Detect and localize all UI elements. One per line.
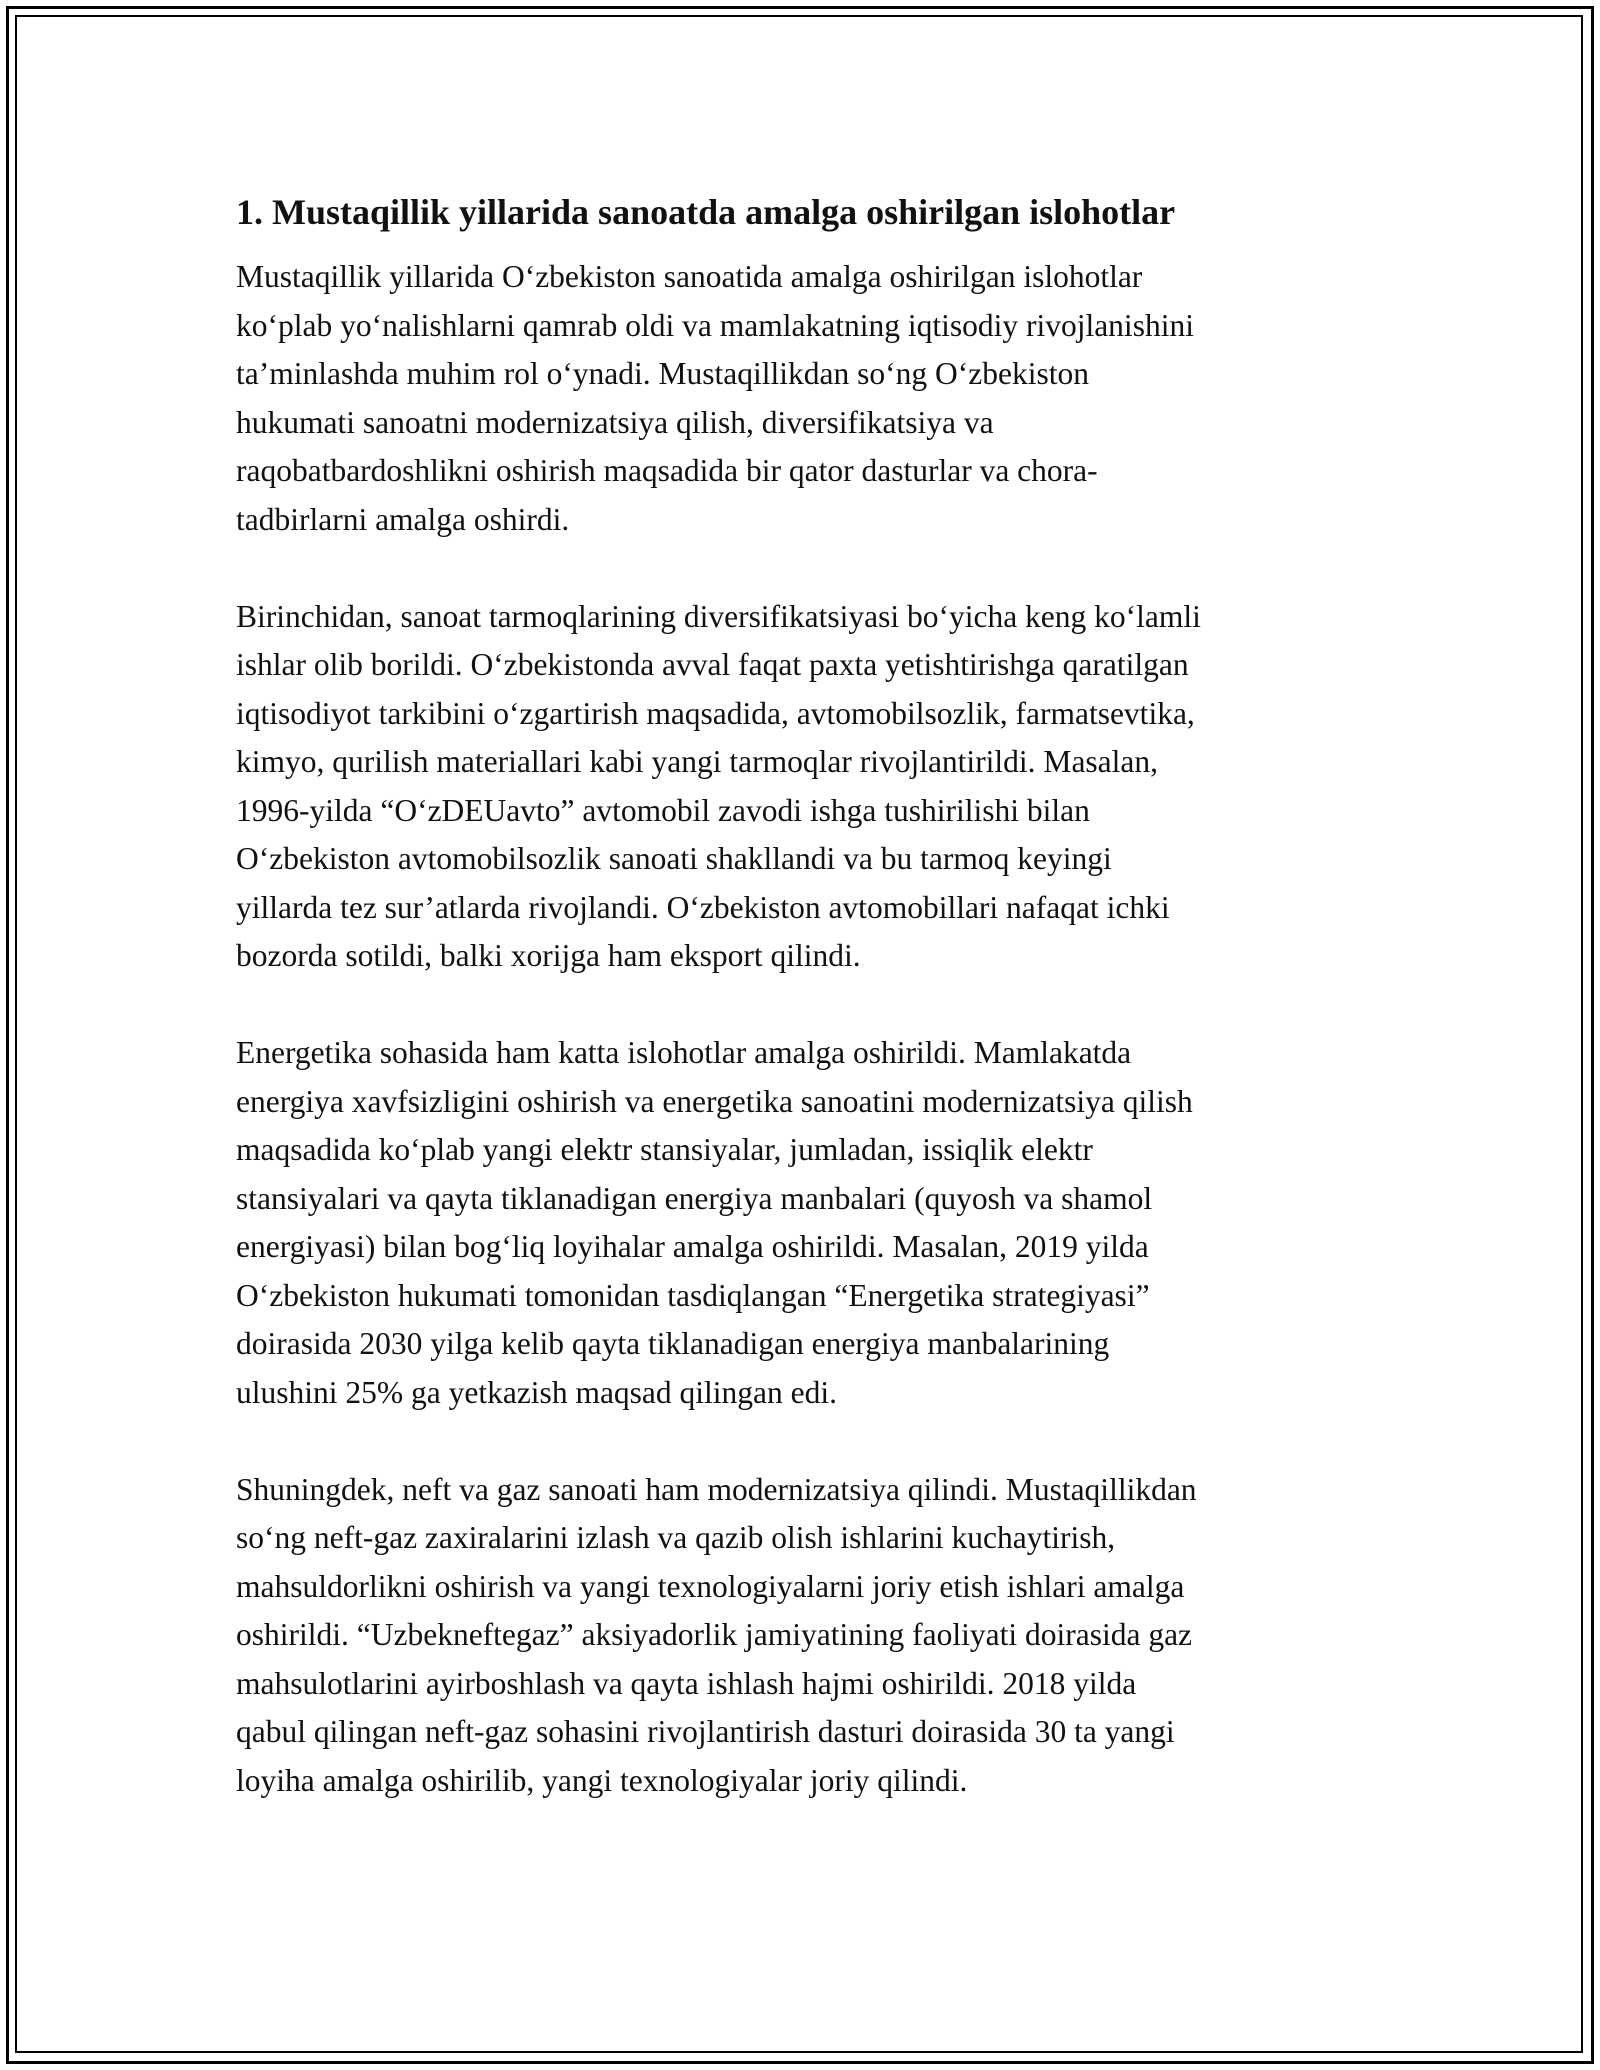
paragraph-line: hukumati sanoatni modernizatsiya qilish, diversifikatsiya va bbox=[236, 404, 994, 440]
paragraph-line: oshirildi. “Uzbekneftegaz” aksiyadorlik jamiyatining faoliyati doirasida gaz bbox=[236, 1617, 1193, 1652]
paragraph-line: Mustaqillik yillarida O‘zbekiston sanoatida amalga oshirilgan islohotlar bbox=[236, 259, 1143, 294]
paragraph-line: mahsuldorlikni oshirish va yangi texnologiyalarni joriy etish ishlari amalga bbox=[236, 1568, 1185, 1604]
paragraph-line: O‘zbekiston avtomobilsozlik sanoati shakllandi va bu tarmoq keyingi bbox=[236, 841, 1112, 876]
paragraph-2 bbox=[236, 593, 1376, 981]
paragraph-line: ulushini 25% ga yetkazish maqsad qilingan edi. bbox=[236, 1374, 838, 1410]
paragraph-line: stansiyalari va qayta tiklanadigan energiya manbalari (quyosh va shamol bbox=[236, 1180, 1153, 1216]
paragraph-line: iqtisodiyot tarkibini o‘zgartirish maqsadida, avtomobilsozlik, farmatsevtika, bbox=[236, 695, 1195, 731]
paragraph-line: energiya xavfsizligini oshirish va energetika sanoatini modernizatsiya qilish bbox=[236, 1083, 1193, 1119]
paragraph-line: maqsadida ko‘plab yangi elektr stansiyalar, jumladan, issiqlik elektr bbox=[236, 1132, 1093, 1167]
paragraph-line: ta’minlashda muhim rol o‘ynadi. Mustaqillikdan so‘ng O‘zbekiston bbox=[236, 356, 1089, 391]
paragraph-line: ko‘plab yo‘nalishlarni qamrab oldi va mamlakatning iqtisodiy rivojlanishini bbox=[236, 307, 1194, 343]
paragraph-line: energiyasi) bilan bog‘liq loyihalar amalga oshirildi. Masalan, 2019 yilda bbox=[236, 1229, 1149, 1264]
paragraph-line: tadbirlarni amalga oshirdi. bbox=[236, 501, 570, 537]
paragraph-line: O‘zbekiston hukumati tomonidan tasdiqlangan “Energetika strategiyasi” bbox=[236, 1277, 1150, 1313]
paragraph-line: raqobatbardoshlikni oshirish maqsadida bir qator dasturlar va chora- bbox=[236, 453, 1098, 488]
paragraph-line: kimyo, qurilish materiallari kabi yangi tarmoqlar rivojlantirildi. Masalan, bbox=[236, 744, 1159, 779]
document-body bbox=[236, 186, 1376, 1854]
paragraph-line: doirasida 2030 yilga kelib qayta tiklanadigan energiya manbalarining bbox=[236, 1326, 1110, 1361]
paragraph-line: loyiha amalga oshirilib, yangi texnologiyalar joriy qilindi. bbox=[236, 1762, 968, 1798]
paragraph-4 bbox=[236, 1466, 1376, 1806]
paragraph-line: bozorda sotildi, balki xorijga ham eksport qilindi. bbox=[236, 938, 861, 973]
paragraph-line: 1996-yilda “O‘zDEUavto” avtomobil zavodi ishga tushirilishi bilan bbox=[236, 792, 1090, 828]
paragraph-line: mahsulotlarini ayirboshlash va qayta ishlash hajmi oshirildi. 2018 yilda bbox=[236, 1665, 1137, 1701]
paragraph-line: so‘ng neft-gaz zaxiralarini izlash va qazib olish ishlarini kuchaytirish, bbox=[236, 1520, 1116, 1555]
paragraph-line: Birinchidan, sanoat tarmoqlarining diversifikatsiyasi bo‘yicha keng ko‘lamli bbox=[236, 598, 1201, 634]
section-heading: 1. Mustaqillik yillarida sanoatda amalga oshirilgan islohotlar bbox=[236, 192, 1176, 232]
paragraph-line: ishlar olib borildi. O‘zbekistonda avval faqat paxta yetishtirishga qaratilgan bbox=[236, 647, 1189, 682]
paragraph-line: qabul qilingan neft-gaz sohasini rivojlantirish dasturi doirasida 30 ta yangi bbox=[236, 1714, 1175, 1749]
paragraph-3 bbox=[236, 1029, 1376, 1417]
paragraph-1 bbox=[236, 253, 1376, 544]
paragraph-line: Shuningdek, neft va gaz sanoati ham modernizatsiya qilindi. Mustaqillikdan bbox=[236, 1471, 1197, 1507]
paragraph-line: yillarda tez sur’atlarda rivojlandi. O‘zbekiston avtomobillari nafaqat ichki bbox=[236, 889, 1170, 925]
paragraph-line: Energetika sohasida ham katta islohotlar amalga oshirildi. Mamlakatda bbox=[236, 1035, 1132, 1070]
